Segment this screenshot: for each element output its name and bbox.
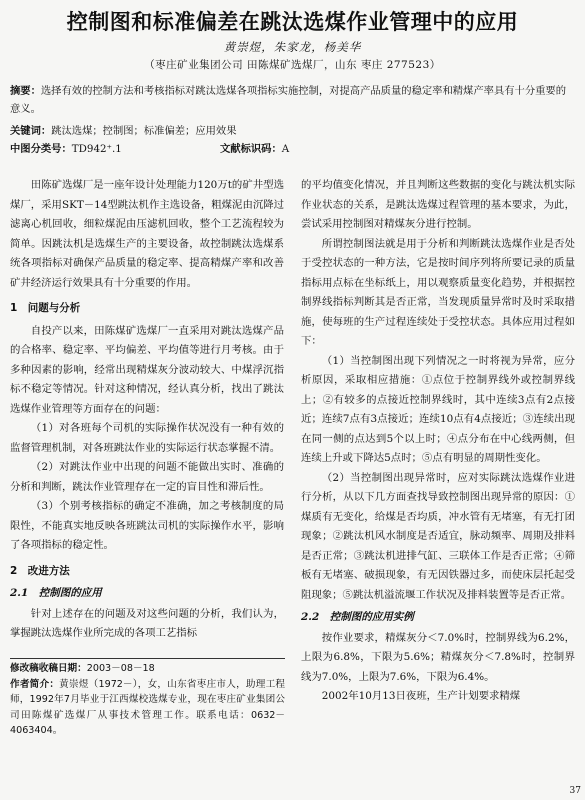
document-code-label: 文献标识码： bbox=[220, 143, 282, 155]
paper-affiliation: （枣庄矿业集团公司 田陈煤矿选煤厂，山东 枣庄 277523） bbox=[144, 59, 441, 71]
document-code bbox=[220, 140, 289, 158]
page-number: 37 bbox=[569, 786, 581, 796]
classification-label: 中图分类号： bbox=[10, 143, 72, 155]
anomaly-criteria: （1）当控制图出现下列情况之一时将视为异常，应分析原因，采取相应措施：①点位于控制界线外或控制界线上；②有较多的点接近控制界线时，其中连续3点有2点接近；连续7点有3点接近；连续10点有4点接近；③连续出现在同一侧的点达到5个以上时；④点分布在中心线两侧，但连续上升或下降达5点时；⑤点有明显的周期性变化。 bbox=[301, 354, 575, 464]
classification bbox=[10, 140, 575, 158]
control-limits-paragraph: 按作业要求，精煤灰分＜7.0%时，控制界线为6.2%，上限为6.8%，下限为5.6%；精煤灰分＜7.8%时，控制界线为7.0%，上限为7.6%，下限为6.4%。 bbox=[301, 631, 575, 683]
received-value: 2003－08－18 bbox=[86, 663, 155, 674]
problem-item-3: （3）个别考核指标的确定不准确，加之考核制度的局限性，不能真实地反映各班跳汰司机的实际操作水平，影响了各项指标的稳定性。 bbox=[10, 500, 284, 551]
continued-paragraph: 的平均值变化情况，并且判断这些数据的变化与跳汰机实际作业状态的关系，是跳汰选煤过程管理的基本要求，为此，尝试采用控制图对精煤灰分进行控制。 bbox=[301, 179, 575, 230]
intro-paragraph: 田陈矿选煤厂是一座年设计处理能力120万t的矿井型选煤厂，采用SKT－14型跳汰机作主选设备，粗煤泥由沉降过滤离心机回收，细粒煤泥由压滤机回收，整个工艺流程较为简单。因跳汰机是选煤生产的主要设备，故控制跳汰选煤系统各项指标对确保产品质量的稳定率、提高精煤产率和改善矿井经济运行效果具有十分重要的作用。 bbox=[10, 179, 285, 289]
author-bio-label: 作者简介： bbox=[10, 678, 60, 690]
right-column bbox=[301, 176, 575, 707]
received-date bbox=[10, 661, 285, 677]
paper-authors: 黄崇煜，朱家龙，杨美华 bbox=[223, 40, 362, 54]
example-paragraph: 2002年10月13日夜班，生产计划要求精煤 bbox=[321, 690, 521, 702]
author-bio bbox=[10, 677, 285, 739]
abstract-text: 选择有效的控制方法和考核指标对跳汰选煤各项指标实施控制，对提高产品质量的稳定率和精煤产率具有十分重要的意义。 bbox=[10, 85, 567, 115]
control-chart-definition: 所谓控制图法就是用于分析和判断跳汰选煤作业是否处于受控状态的一种方法，它是按时间序列将所要记录的质量指标用点标在坐标纸上，用以观察质量变化趋势，并根据控制界线指标判断其是否正常，当发现质量异常时及时采取措施，使每班的生产过程连续处于受控状态。具体应用过程如下： bbox=[301, 237, 575, 347]
section-2-2-heading: 2.2 控制图的应用实例 bbox=[301, 611, 414, 623]
left-column bbox=[10, 176, 284, 644]
author-bio-text: 黄崇煜（1972－），女，山东省枣庄市人，助理工程师，1992年7月毕业于江西煤校选煤专业，现在枣庄矿业集团公司田陈煤矿选煤厂从事技术管理工作。联系电话：0632－4063404。 bbox=[10, 678, 285, 736]
section-1-paragraph: 自投产以来，田陈煤矿选煤厂一直采用对跳汰选煤产品的合格率、稳定率、平均偏差、平均值等进行月考核。由于多种因素的影响，经常出现精煤灰分波动较大、中煤浮沉指标不稳定等情况。针对这种情况，经认真分析，找出了跳汰选煤作业管理等方面存在的问题： bbox=[10, 324, 284, 415]
document-code-value: A bbox=[281, 143, 290, 155]
received-label: 修改稿收稿日期： bbox=[10, 663, 87, 674]
anomaly-causes: （2）当控制图出现异常时，应对实际跳汰选煤作业进行分析，从以下几方面查找导致控制图出现异常的原因：①煤质有无变化，给煤是否均质，冲水管有无堵塞，有无打团现象；②跳汰机风水制度是否适宜，脉动频率、周期及排料是否正常；③跳汰机进排气缸、三联体工作是否正常；④筛板有无堵塞、破损现象，有无因铁器过多，而使床层托起受阻现象；⑤跳汰机溢流堰工作状况及排料装置等是否正常。 bbox=[301, 471, 575, 601]
abstract bbox=[10, 82, 575, 118]
footnote-divider bbox=[10, 658, 285, 659]
keywords-label: 关键词： bbox=[10, 125, 52, 137]
keywords bbox=[10, 122, 575, 140]
classification-value: TD942⁺.1 bbox=[71, 143, 122, 155]
problem-item-2: （2）对跳汰作业中出现的问题不能做出实时、准确的分析和判断，跳汰作业管理存在一定的盲目性和滞后性。 bbox=[10, 461, 284, 493]
paper-title: 控制图和标准偏差在跳汰选煤作业管理中的应用 bbox=[66, 10, 519, 34]
abstract-label: 摘要： bbox=[10, 85, 41, 97]
problem-item-1: （1）对各班每个司机的实际操作状况没有一种有效的监督管理机制，对各班跳汰作业的实际运行状态掌握不清。 bbox=[10, 422, 284, 454]
section-2-heading: 2 改进方法 bbox=[10, 564, 70, 577]
footnote bbox=[10, 661, 285, 739]
keywords-text: 跳汰选煤；控制图；标准偏差；应用效果 bbox=[51, 125, 237, 137]
section-1-heading: 1 问题与分析 bbox=[10, 302, 81, 314]
section-2-1-paragraph: 针对上述存在的问题及对这些问题的分析，我们认为，掌握跳汰选煤作业所完成的各项工艺指标 bbox=[10, 607, 284, 639]
section-2-1-heading: 2.1 控制图的应用 bbox=[10, 587, 102, 599]
